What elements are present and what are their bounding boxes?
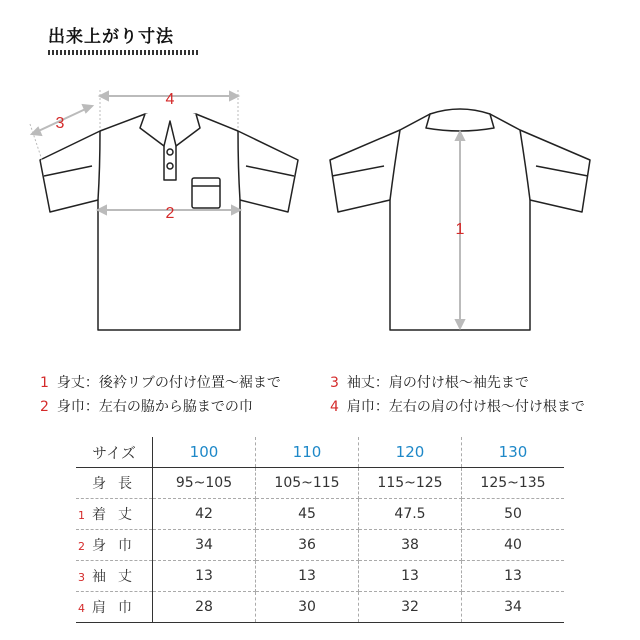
measure-label-3: 3 xyxy=(55,115,65,132)
row-label-cell xyxy=(76,468,153,499)
note-2 xyxy=(40,396,253,418)
size-100-header: 100 xyxy=(153,437,256,468)
size-table xyxy=(76,437,564,623)
table-cell: 115~125 xyxy=(359,468,462,499)
note-1 xyxy=(40,372,281,394)
table-cell: 13 xyxy=(462,561,565,592)
size-header-label: サイズ xyxy=(76,437,153,468)
table-cell: 13 xyxy=(359,561,462,592)
note-text: 身丈：後衿リブの付け位置〜裾まで xyxy=(56,375,281,391)
table-cell: 30 xyxy=(256,592,359,623)
row-label-cell xyxy=(76,499,153,530)
table-cell: 34 xyxy=(462,592,565,623)
measure-label-1: 1 xyxy=(455,221,465,238)
size-130-header: 130 xyxy=(462,437,565,468)
row-label: 着丈 xyxy=(92,507,144,523)
table-cell: 28 xyxy=(153,592,256,623)
note-text: 身巾：左右の脇から脇までの巾 xyxy=(56,399,253,415)
row-label-cell xyxy=(76,592,153,623)
row-number: 1 xyxy=(78,509,85,522)
note-number: 4 xyxy=(330,399,339,415)
table-row xyxy=(76,530,564,561)
table-cell: 40 xyxy=(462,530,565,561)
row-label-cell xyxy=(76,530,153,561)
measure-label-4: 4 xyxy=(165,91,175,108)
table-row xyxy=(76,468,564,499)
title-underline xyxy=(48,50,200,55)
row-label-cell xyxy=(76,561,153,592)
shirt-diagram xyxy=(0,60,640,345)
table-cell: 38 xyxy=(359,530,462,561)
table-cell: 50 xyxy=(462,499,565,530)
table-cell: 36 xyxy=(256,530,359,561)
page-title: 出来上がり寸法 xyxy=(48,27,174,47)
table-cell: 13 xyxy=(153,561,256,592)
table-cell: 45 xyxy=(256,499,359,530)
table-cell: 95~105 xyxy=(153,468,256,499)
table-row xyxy=(76,592,564,623)
note-3 xyxy=(330,372,529,394)
row-number: 2 xyxy=(78,540,85,553)
table-cell: 34 xyxy=(153,530,256,561)
measure-label-2: 2 xyxy=(165,205,175,222)
note-4 xyxy=(330,396,585,418)
note-number: 2 xyxy=(40,399,49,415)
row-label: 身長 xyxy=(92,476,144,492)
row-label: 身巾 xyxy=(92,538,144,554)
note-text: 肩巾：左右の肩の付け根〜付け根まで xyxy=(346,399,585,415)
note-number: 1 xyxy=(40,375,49,391)
row-label: 肩巾 xyxy=(92,600,144,616)
table-cell: 13 xyxy=(256,561,359,592)
size-120-header: 120 xyxy=(359,437,462,468)
table-cell: 32 xyxy=(359,592,462,623)
size-110-header: 110 xyxy=(256,437,359,468)
table-cell: 105~115 xyxy=(256,468,359,499)
note-number: 3 xyxy=(330,375,339,391)
table-cell: 47.5 xyxy=(359,499,462,530)
row-number: 4 xyxy=(78,602,85,615)
table-row xyxy=(76,561,564,592)
front-shirt xyxy=(40,114,298,330)
table-cell: 42 xyxy=(153,499,256,530)
row-number: 3 xyxy=(78,571,85,584)
table-row xyxy=(76,499,564,530)
note-text: 袖丈：肩の付け根〜袖先まで xyxy=(346,375,529,391)
table-header-row xyxy=(76,437,564,468)
row-label: 袖丈 xyxy=(92,569,144,585)
table-cell: 125~135 xyxy=(462,468,565,499)
